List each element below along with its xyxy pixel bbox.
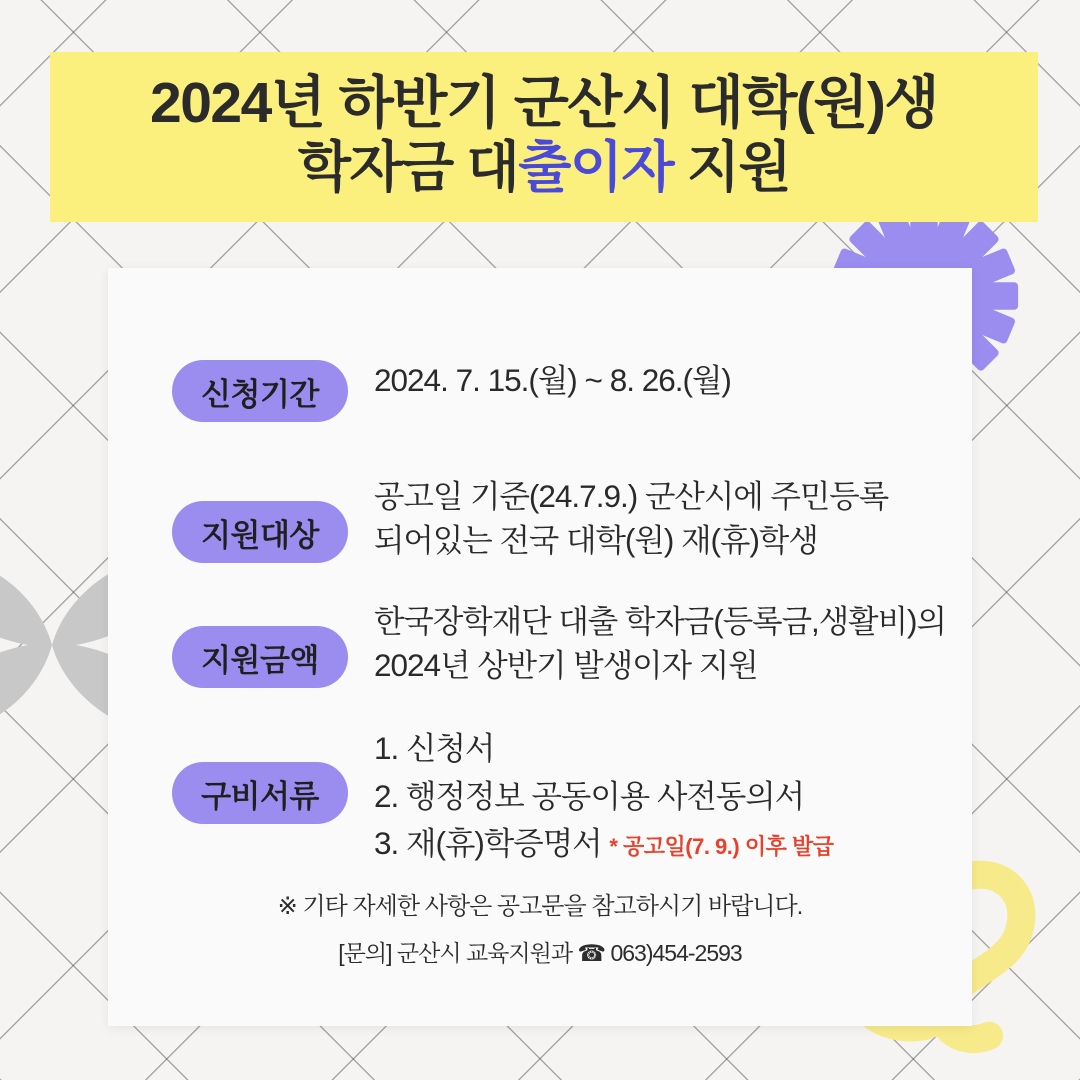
info-row-eligibility <box>172 474 946 563</box>
footer-contact: [문의] 군산시 교육지원과 ☎ 063)454-2593 <box>338 940 742 966</box>
value-required-documents <box>348 724 946 867</box>
label-badge-required-documents: 구비서류 <box>172 762 348 824</box>
page-title-line-2-post: 지원 <box>673 136 791 199</box>
required-document-3-note: * 공고일(7. 9.) 이후 발급 <box>609 834 834 860</box>
info-row-required-documents <box>172 724 946 867</box>
page-title-line-2-pre: 학자금 대 <box>297 136 519 199</box>
content-card <box>108 268 972 1026</box>
eligibility-line-2: 되어있는 전국 대학(원) 재(휴)학생 <box>374 521 818 558</box>
poster-title-band <box>50 52 1038 222</box>
value-application-period <box>348 358 946 402</box>
required-document-2: 2. 행정정보 공동이용 사전동의서 <box>374 777 805 814</box>
support-amount-line-2: 2024년 상반기 발생이자 지원 <box>374 646 758 683</box>
required-document-3 <box>374 821 946 867</box>
value-eligibility <box>348 474 946 561</box>
support-amount-line-1: 한국장학재단 대출 학자금(등록금,생활비)의 <box>374 603 946 639</box>
info-row-support-amount <box>172 599 946 688</box>
label-badge-support-amount: 지원금액 <box>172 626 348 688</box>
required-document-3-text: 3. 재(휴)학증명서 <box>374 825 602 862</box>
label-badge-application-period: 신청기간 <box>172 360 348 422</box>
page-title-accent: 출이자 <box>518 136 674 199</box>
application-period-line-1: 2024. 7. 15.(월) ~ 8. 26.(월) <box>374 362 731 398</box>
eligibility-line-1: 공고일 기준(24.7.9.) 군산시에 주민등록 <box>374 478 889 514</box>
value-support-amount <box>348 599 946 686</box>
page-title-line-1: 2024년 하반기 군산시 대학(원)생 <box>150 71 938 135</box>
required-document-1: 1. 신청서 <box>374 730 495 766</box>
page-title-line-2 <box>60 136 1028 200</box>
poster-footer <box>108 886 972 968</box>
info-rows <box>172 358 946 867</box>
footer-note: ※ 기타 자세한 사항은 공고문을 참고하시기 바랍니다. <box>277 893 803 920</box>
info-row-application-period <box>172 358 946 422</box>
label-badge-eligibility: 지원대상 <box>172 501 348 563</box>
